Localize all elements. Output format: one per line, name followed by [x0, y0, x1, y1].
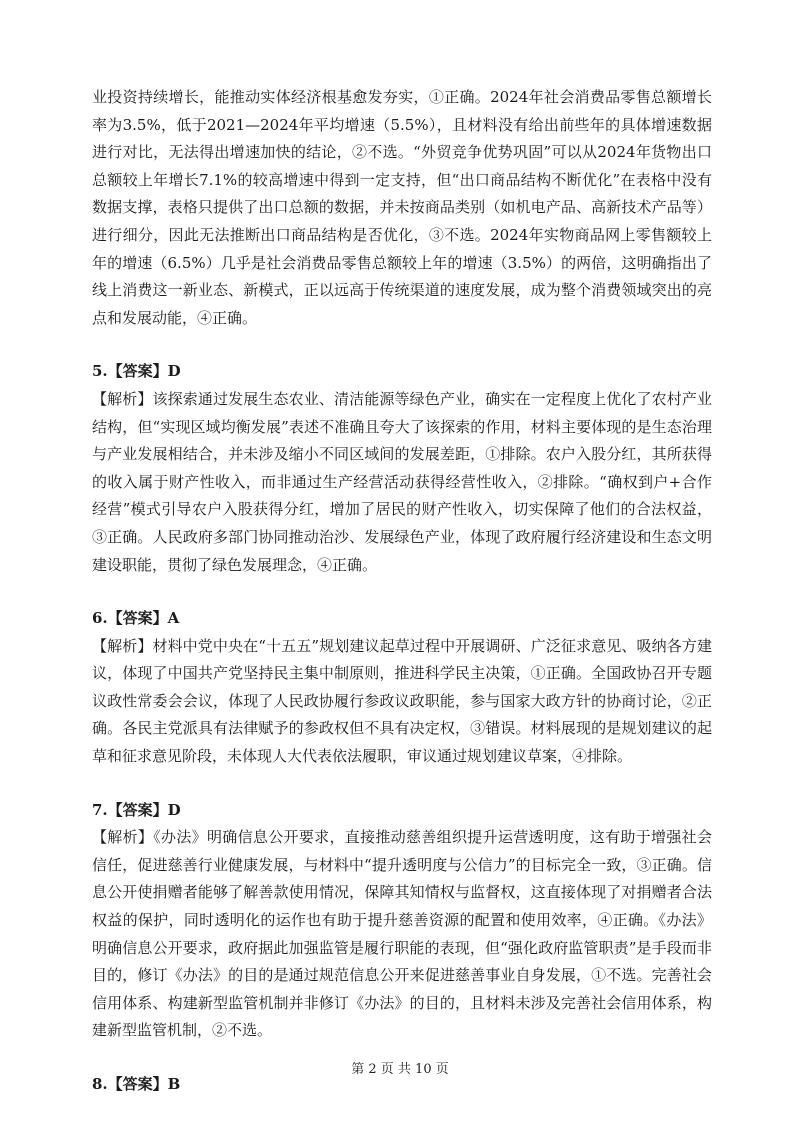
question-6-analysis: 【解析】材料中党中央在“十五五”规划建议起草过程中开展调研、广泛征求意见、吸纳各方建议，体现了中国共产党坚持民主集中制原则，推进科学民主决策，①正确。全国政协召开专题议政性常委会会议，体现了人民政协履行参政议政职能，参与国家大政方针的协商讨论，②正确。各民主党派具有法律赋予的参政权但不具有决定权，③错误。材料展现的是规划建议的起草和征求意见阶段，未体现人大代表依法履职，审议通过规划建议草案，④排除。 [92, 636, 712, 766]
question-5-analysis: 【解析】该探索通过发展生态农业、清洁能源等绿色产业，确实在一定程度上优化了农村产业结构，但“实现区域均衡发展”表述不准确且夸大了该探索的作用，材料主要体现的是生态治理与产业发展相结合，并未涉及缩小不同区域间的发展差距，①排除。农户入股分红，其所获得的收入属于财产性收入，而非通过生产经营活动获得经营性收入，②排除。“确权到户+合作经营”模式引导农户入股获得分红，增加了居民的财产性收入，切实保障了他们的合法权益，③正确。人民政府多部门协同推动治沙、发展绿色产业，体现了政府履行经济建设和生态文明建设职能，贯彻了绿色发展理念，④正确。 [92, 389, 712, 574]
question-5-answer: 5.【答案】D [92, 362, 181, 381]
intro-paragraph: 业投资持续增长，能推动实体经济根基愈发夯实，①正确。2024年社会消费品零售总额增长率为3.5%，低于2021—2024年平均增速（5.5%），且材料没有给出前些年的具体增速数据进行对比，无法得出增速加快的结论，②不选。“外贸竞争优势巩固”可以从2024年货物出口总额较上年增长7.1%的较高增速中得到一定支持，但“出口商品结构不断优化”在表格中没有数据支撑，表格只提供了出口总额的数据，并未按商品类别（如机电产品、高新技术产品等）进行细分，因此无法推断出口商品结构是否优化，③不选。2024年实物商品网上零售额较上年的增速（6.5%）几乎是社会消费品零售总额较上年的增速（3.5%）的两倍，这明确指出了线上消费这一新业态、新模式，正以远高于传统渠道的速度发展，成为整个消费领域突出的亮点和发展动能，④正确。 [92, 88, 712, 327]
question-7-answer: 7.【答案】D [92, 800, 181, 819]
question-6-answer: 6.【答案】A [92, 609, 180, 628]
question-7-analysis: 【解析】《办法》明确信息公开要求，直接推动慈善组织提升运营透明度，这有助于增强社会信任，促进慈善行业健康发展，与材料中“提升透明度与公信力”的目标完全一致，③正确。信息公开使捐赠者能够了解善款使用情况，保障其知情权与监督权，这直接体现了对捐赠者合法权益的保护，同时透明化的运作也有助于提升慈善资源的配置和使用效率，④正确。《办法》明确信息公开要求，政府据此加强监管是履行职能的表现，但“强化政府监管职责”是手段而非目的，修订《办法》的目的是通过规范信息公开来促进慈善事业自身发展，①不选。完善社会信用体系、构建新型监管机制并非修订《办法》的目的，且材料未涉及完善社会信用体系，构建新型监管机制，②不选。 [92, 828, 712, 1040]
page-number-footer: 第 2 页 共 10 页 [351, 1062, 449, 1077]
document-page [92, 84, 712, 1099]
question-8-answer: 8.【答案】B [92, 1075, 181, 1093]
